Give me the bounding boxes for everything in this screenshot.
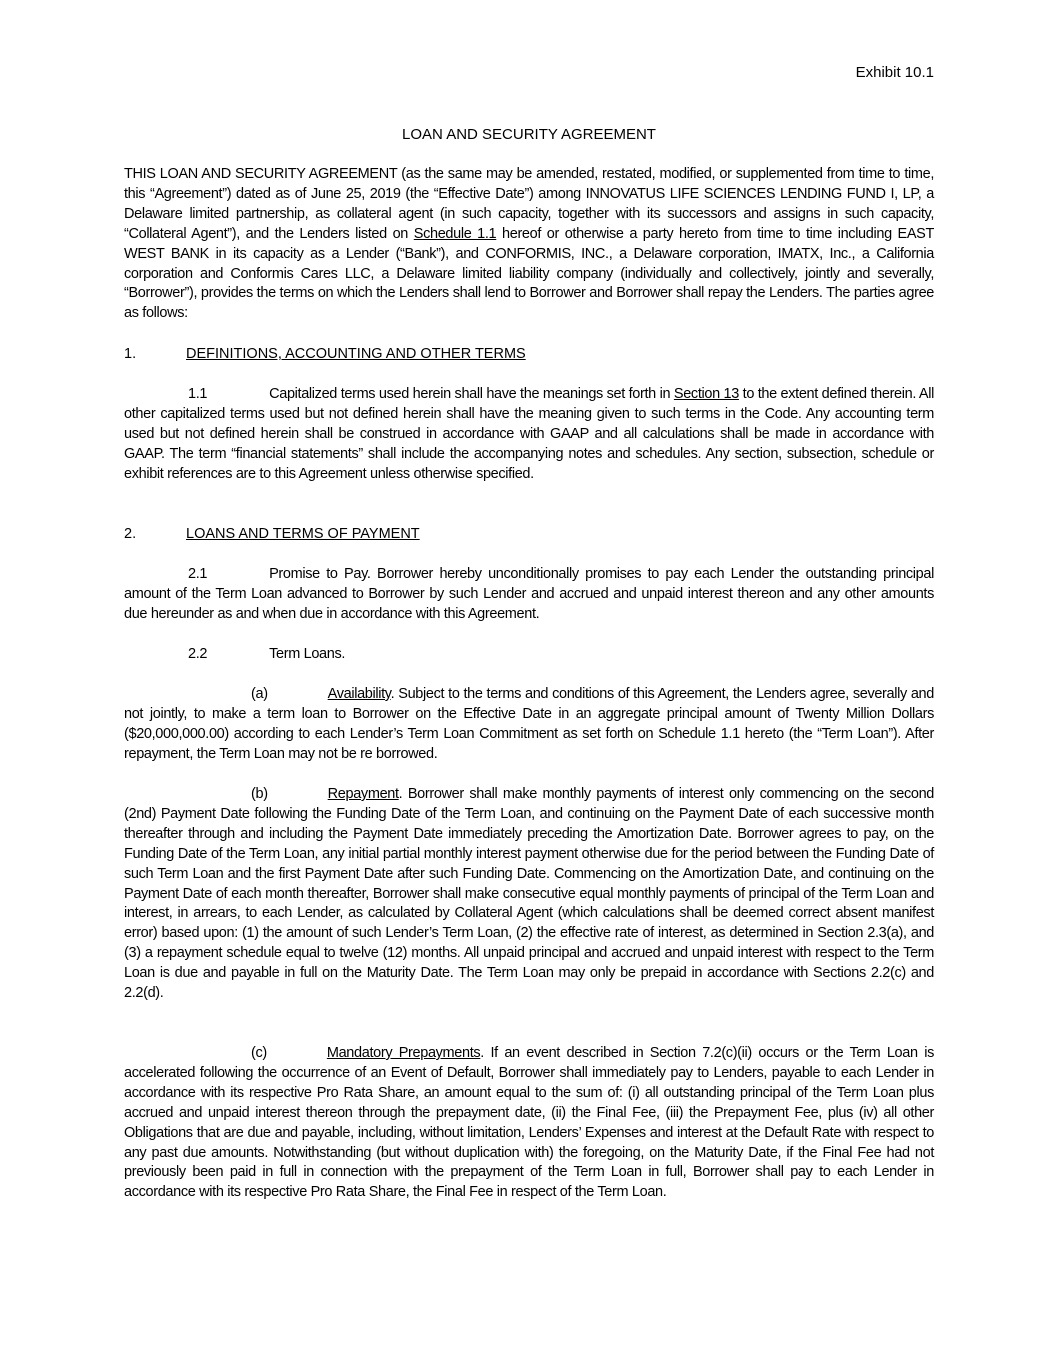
- subsection-a-label: (a): [251, 686, 268, 702]
- subsection-c-label: (c): [251, 1045, 267, 1061]
- subsection-c-title: Mandatory Prepayments: [326, 1045, 481, 1061]
- section-1-number: 1.: [124, 346, 137, 362]
- subsection-b-text: . Borrower shall make monthly payments of interest only commencing on the second (2nd) Payment Date following the Funding Date of the Term Loan, and continuing on the Payment Date of each successive month thereafter through and including the Payment Date immediately preceding the Amortization Date. Borrower agrees to pay, on the Funding Date of the Term Loan, any initial partial monthly interest payment otherwise due for the period between the Funding Date of such Term Loan and the first Payment Date after such Funding Date. Commencing on the Amortization Date, and continuing on the Payment Date of each month thereafter, Borrower shall make consecutive equal monthly payments of principal of the Term Loan and interest, in arrears, to each Lender, as calculated by Collateral Agent (which calculations shall be deemed correct absent manifest error) based upon: (1) the amount of such Lender’s Term Loan, (2) the effective rate of interest, as determined in Section 2.3(a), and (3) a repayment schedule equal to twelve (12) months. All unpaid principal and accrued and unpaid interest with respect to the Term Loan is due and payable in full on the Maturity Date. The Term Loan may only be prepaid in accordance with Sections 2.2(c) and 2.2(d).: [124, 786, 934, 1002]
- subsection-a-title: Availability: [327, 686, 391, 702]
- subsection-a-text: . Subject to the terms and conditions of this Agreement, the Lenders agree, severally and not jointly, to make a term loan to Borrower on the Effective Date in an aggregate principal amount of Twenty Million Dollars ($20,000,000.00) according to each Lender’s Term Loan Commitment as set forth on Schedule 1.1 hereto (the “Term Loan”). After repayment, the Term Loan may not be re borrowed.: [124, 686, 934, 762]
- subsection-b-label: (b): [251, 786, 268, 802]
- document-title: LOAN AND SECURITY AGREEMENT: [402, 126, 656, 143]
- section-1-1-number: 1.1: [188, 386, 208, 402]
- section-2-2-title: Term Loans.: [269, 646, 346, 662]
- section-2-title: LOANS AND TERMS OF PAYMENT: [186, 526, 420, 542]
- section-2-1-number: 2.1: [188, 566, 208, 582]
- intro-text-end: hereof or otherwise a party hereto from time to time including EAST WEST BANK in its capacity as a Lender (“Bank”), and CONFORMIS, INC., a Delaware corporation, IMATX, Inc., a California corporation and Conformis Cares LLC, a Delaware limited liability company (individually and collectively, jointly and severally, “Borrower”), provides the terms on which the Lenders shall lend to Borrower and Borrower shall repay the Lenders. The parties agree as follows:: [124, 225, 934, 322]
- subsection-c-paragraph: [124, 1044, 934, 1203]
- subsection-b-paragraph: [124, 785, 934, 1004]
- section-2-heading: [124, 525, 934, 545]
- section-1-1-paragraph: [124, 385, 934, 485]
- section-2-1-paragraph: [124, 565, 934, 625]
- section-2-2-number: 2.2: [188, 646, 208, 662]
- section-1-1-text-start: Capitalized terms used herein shall have the meanings set forth in: [269, 386, 674, 402]
- section-1-1-text-end: to the extent defined therein. All other capitalized terms used but not defined herein shall have the meaning given to such terms in the Code. Any accounting term used but not defined herein shall be construed in accordance with GAAP and all calculations shall be made in accordance with GAAP. The term “financial statements” shall include the accompanying notes and schedules. Any section, subsection, schedule or exhibit references are to this Agreement unless otherwise specified.: [124, 386, 934, 482]
- section-2-2-paragraph: [124, 645, 934, 665]
- subsection-b-title: Repayment: [327, 786, 399, 802]
- section-2-1-text: Borrower hereby unconditionally promises to pay each Lender the outstanding principal amount of the Term Loan advanced to Borrower by such Lender and accrued and unpaid interest thereon and any other amounts due hereunder as and when due in accordance with this Agreement.: [124, 566, 934, 622]
- section-2-number: 2.: [124, 526, 137, 542]
- schedule-1-1-reference: Schedule 1.1: [413, 225, 497, 242]
- section-1-title: DEFINITIONS, ACCOUNTING AND OTHER TERMS: [186, 346, 526, 362]
- section-1-heading: [124, 345, 934, 365]
- subsection-c-text: . If an event described in Section 7.2(c)(ii) occurs or the Term Loan is accelerated following the occurrence of an Event of Default, Borrower shall immediately pay to Lenders, payable to each Lender in accordance with its respective Pro Rata Share, an amount equal to the sum of: (i) all outstanding principal of the Term Loan plus accrued and unpaid interest thereon through the prepayment date, (ii) the Final Fee, (iii) the Prepayment Fee, plus (iv) all other Obligations that are due and payable, including, without limitation, Lenders’ Expenses and interest at the Default Rate with respect to any past due amounts. Notwithstanding (but without duplication with) the foregoing, on the Maturity Date, if the Final Fee had not previously been paid in full in connection with the prepayment of the Term Loan in full, Borrower shall pay to each Lender in accordance with its respective Pro Rata Share, the Final Fee in respect of the Term Loan.: [124, 1045, 934, 1201]
- intro-paragraph: [124, 165, 934, 324]
- section-2-1-title: Promise to Pay.: [269, 566, 371, 582]
- subsection-a-paragraph: [124, 685, 934, 765]
- intro-text-start: THIS LOAN AND SECURITY AGREEMENT (as the same may be amended, restated, modified, or supplemented from time to time, this “Agreement”) dated as of June 25, 2019 (the “Effective Date”) among INNOVATUS LIFE SCIENCES LENDING FUND I, LP, a Delaware limited partnership, as collateral agent (in such capacity, together with its successors and assigns in such capacity, “Collateral Agent”), and the Lenders listed on: [124, 166, 934, 242]
- section-13-reference: Section 13: [673, 386, 739, 402]
- exhibit-label: Exhibit 10.1: [855, 64, 934, 81]
